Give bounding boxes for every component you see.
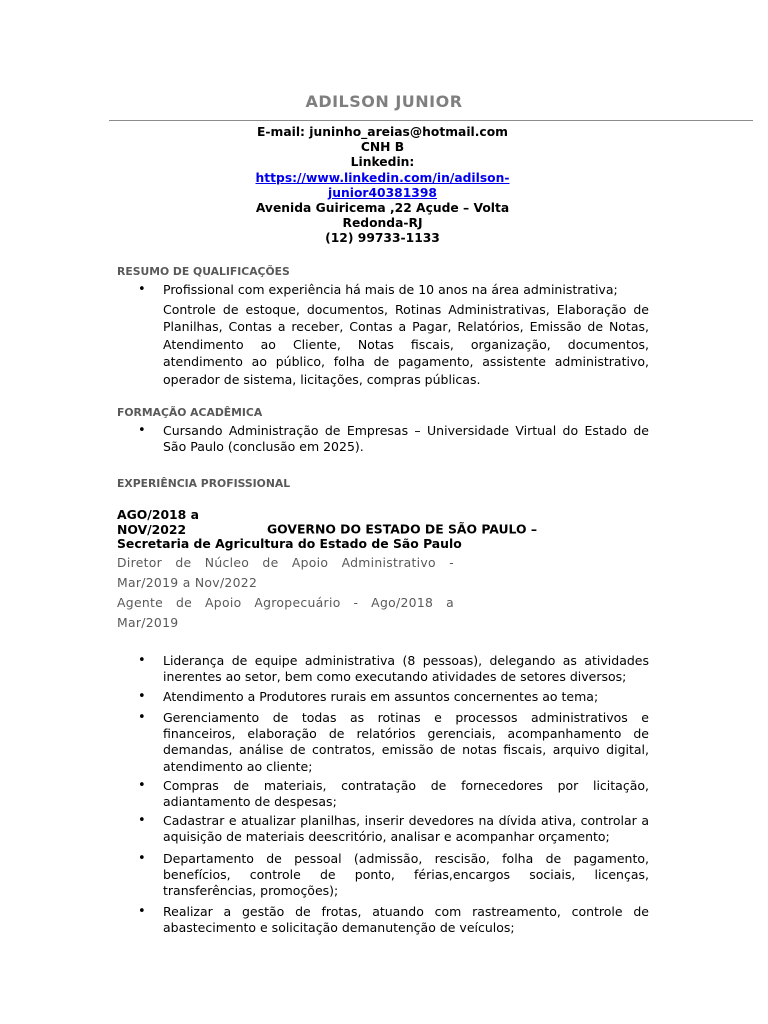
education-heading: FORMAÇÃO ACADÊMICA	[117, 406, 263, 419]
linkedin-link[interactable]	[240, 171, 525, 201]
bullet-icon: •	[138, 710, 146, 725]
experience-item: Realizar a gestão de frotas, atuando com rastreamento, controle de abastecimento e solicitação demanutenção de veículos;	[163, 904, 649, 936]
experience-item: Gerenciamento de todas as rotinas e processos administrativos e financeiros, elaboração de relatórios gerenciais, acompanhamento de demandas, análise de contratos, emissão de notas fiscais, arquivo digital, atendimento ao cliente;	[163, 710, 649, 774]
role-director: Diretor de Núcleo de Apoio Administrativo - Mar/2019 a Nov/2022	[117, 555, 454, 590]
employer-name: GOVERNO DO ESTADO DE SÃO PAULO –	[267, 521, 538, 537]
linkedin-url-part2[interactable]: junior40381398	[328, 185, 437, 200]
contact-block	[240, 125, 525, 247]
bullet-icon: •	[138, 653, 146, 668]
experience-item: Departamento de pessoal (admissão, rescisão, folha de pagamento, benefícios, controle de ponto, férias,encargos sociais, licenças, transferências, promoções);	[163, 851, 649, 899]
bullet-icon: •	[138, 904, 146, 919]
bullet-icon: •	[138, 689, 146, 704]
bullet-icon: •	[138, 813, 146, 828]
address-line-2: Redonda-RJ	[342, 216, 423, 231]
qualification-details: Controle de estoque, documentos, Rotinas Administrativas, Elaboração de Planilhas, Contas a receber, Contas a Pagar, Relatórios, Emissão de Notas, Atendimento ao Cliente, Notas fiscais, organização, documentos, atendimento ao público, folha de pagamento, assistente administrativo, operador de sistema, licitações, compras públicas.	[163, 302, 649, 387]
linkedin-label: Linkedin:	[350, 155, 415, 170]
email-line: E-mail: juninho_areias@hotmail.com	[257, 125, 508, 139]
experience-item: Compras de materiais, contratação de fornecedores por licitação, adiantamento de despesas;	[163, 778, 649, 810]
bullet-icon: •	[138, 851, 146, 866]
experience-item: Cadastrar e atualizar planilhas, inserir devedores na dívida ativa, controlar a aquisição de materiais deescritório, analisar e acompanhar orçamento;	[163, 813, 649, 845]
experience-item: Atendimento a Produtores rurais em assuntos concernentes ao tema;	[163, 689, 599, 704]
qualifications-heading: RESUMO DE QUALIFICAÇÕES	[117, 265, 290, 278]
header-divider	[109, 120, 753, 121]
job-header	[117, 508, 657, 552]
experience-heading: EXPERIÊNCIA PROFISSIONAL	[117, 477, 291, 490]
role-agent: Agente de Apoio Agropecuário - Ago/2018 a Mar/2019	[117, 595, 454, 630]
address-line-1: Avenida Guiricema ,22 Açude – Volta	[255, 201, 510, 216]
cnh-line: CNH B	[360, 140, 405, 155]
bullet-icon: •	[138, 282, 146, 297]
candidate-name: ADILSON JUNIOR	[305, 92, 463, 111]
phone-line: (12) 99733-1133	[325, 231, 440, 246]
employer-department: Secretaria de Agricultura do Estado de São Paulo	[117, 536, 462, 552]
job-period: AGO/2018 a NOV/2022	[117, 507, 199, 537]
education-item: Cursando Administração de Empresas – Universidade Virtual do Estado de São Paulo (conclusão em 2025).	[163, 423, 649, 455]
qualification-item: Profissional com experiência há mais de 10 anos na área administrativa;	[163, 282, 618, 297]
bullet-icon: •	[138, 778, 146, 793]
linkedin-url-part1[interactable]: https://www.linkedin.com/in/adilson-	[255, 170, 510, 185]
experience-item: Liderança de equipe administrativa (8 pessoas), delegando as atividades inerentes ao setor, bem como executando atividades de setores diversos;	[163, 653, 649, 685]
bullet-icon: •	[138, 423, 146, 438]
